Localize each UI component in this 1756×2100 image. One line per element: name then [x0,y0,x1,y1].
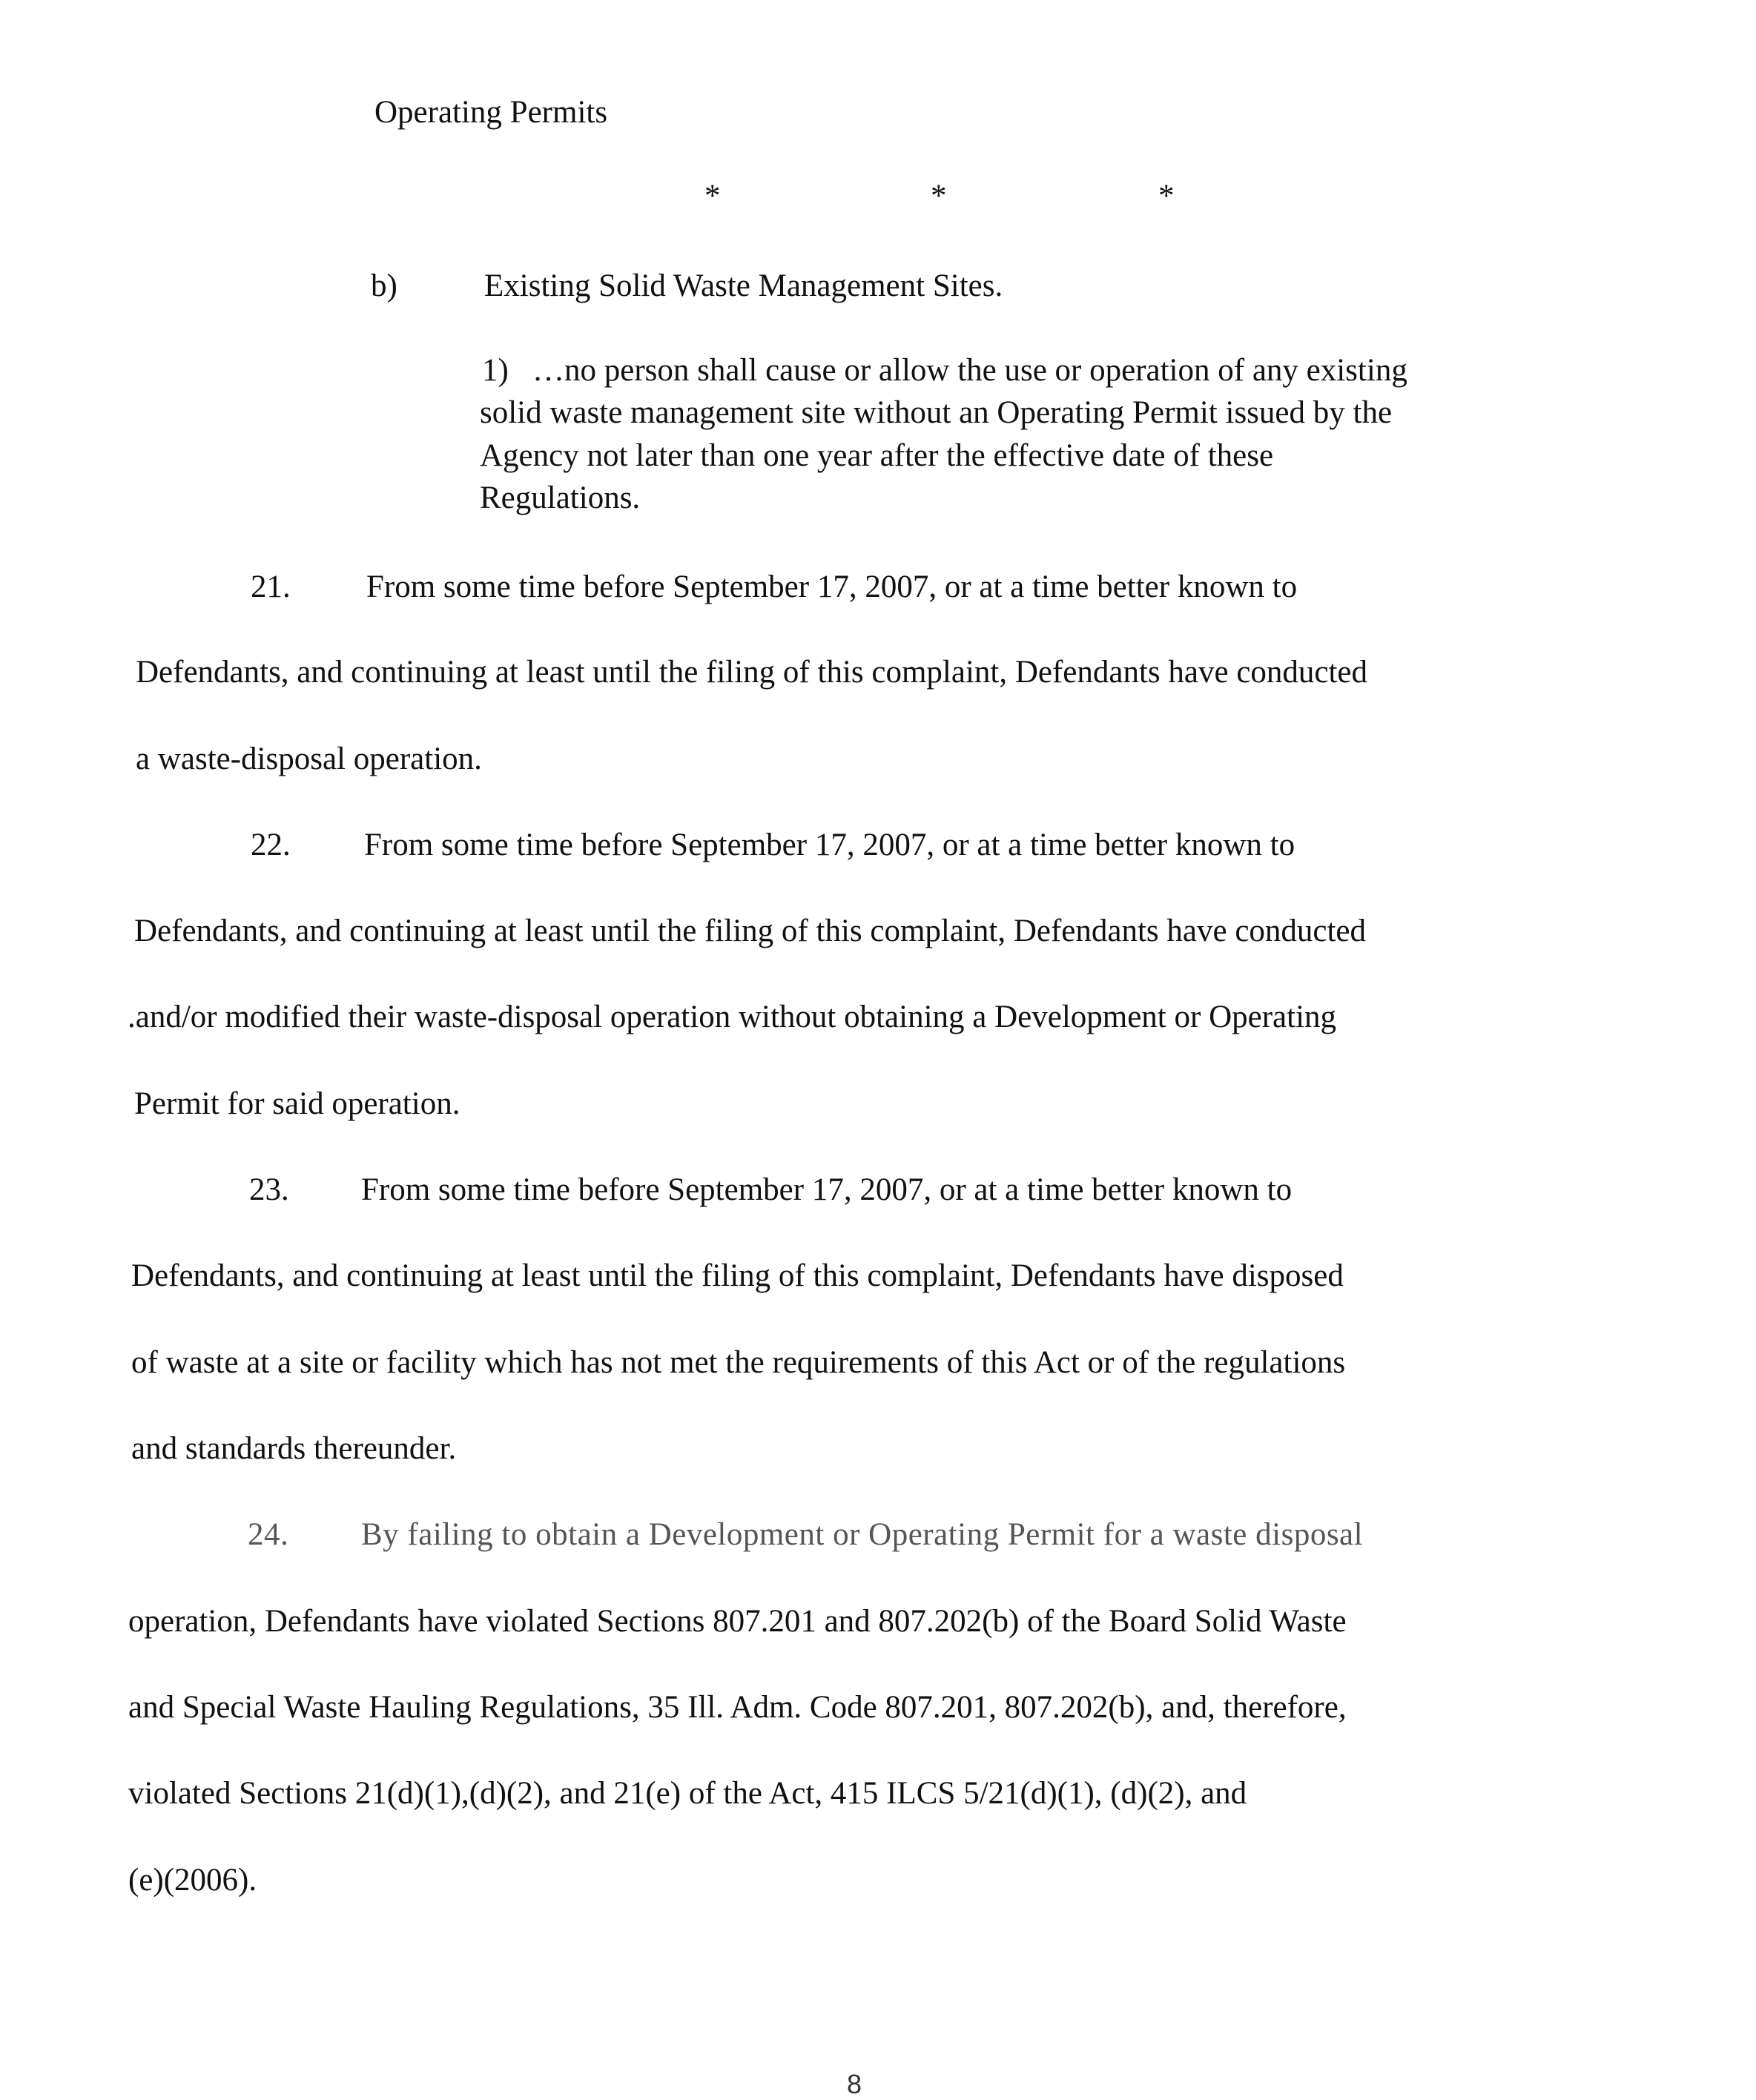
paragraph-line: From some time before September 17, 2007, or at a time better known to [364,828,1295,862]
paragraph-line: .and/or modified their waste-disposal operation without obtaining a Development or Operating [128,1000,1337,1034]
paragraph-line: Defendants, and continuing at least until the filing of this complaint, Defendants have conducted [134,914,1367,948]
quote-line: Regulations. [480,481,641,515]
separator-asterisk: * [704,179,721,214]
paragraph-number: 21. [251,569,291,604]
paragraph-line: From some time before September 17, 2007, or at a time better known to [366,569,1298,604]
paragraph-line: a waste-disposal operation. [136,742,482,776]
paragraph-line: and standards thereunder. [131,1431,457,1466]
paragraph-line: operation, Defendants have violated Sections 807.201 and 807.202(b) of the Board Solid Waste [128,1604,1347,1639]
quote-label: 1) [482,353,509,388]
paragraph-number: 24. [248,1517,289,1552]
paragraph-line: (e)(2006). [128,1863,257,1898]
quote-line: solid waste management site without an Operating Permit issued by the [480,395,1393,430]
separator-asterisk: * [1158,179,1175,214]
paragraph-line: violated Sections 21(d)(1),(d)(2), and 21(e) of the Act, 415 ILCS 5/21(d)(1), (d)(2), and [128,1776,1247,1811]
page-number: 8 [847,2069,862,2099]
paragraph-line: of waste at a site or facility which has not met the requirements of this Act or of the regulations [131,1345,1346,1380]
paragraph-line: and Special Waste Hauling Regulations, 35 Ill. Adm. Code 807.201, 807.202(b), and, therefore, [128,1690,1347,1725]
paragraph-number: 22. [251,828,291,862]
section-heading: Operating Permits [374,95,608,130]
paragraph-number: 23. [249,1172,289,1207]
quote-line: …no person shall cause or allow the use or operation of any existing [532,353,1407,388]
paragraph-line: Permit for said operation. [134,1086,461,1121]
quote-line: Agency not later than one year after the effective date of these [480,438,1274,473]
subsection-title: Existing Solid Waste Management Sites. [484,268,1003,303]
subsection-label: b) [371,268,397,303]
paragraph-line: From some time before September 17, 2007, or at a time better known to [361,1172,1293,1207]
paragraph-line: Defendants, and continuing at least until the filing of this complaint, Defendants have disposed [131,1258,1344,1293]
separator-asterisk: * [931,179,947,214]
paragraph-line: Defendants, and continuing at least until the filing of this complaint, Defendants have conducted [136,655,1368,690]
paragraph-line: By failing to obtain a Development or Operating Permit for a waste disposal [361,1517,1364,1552]
